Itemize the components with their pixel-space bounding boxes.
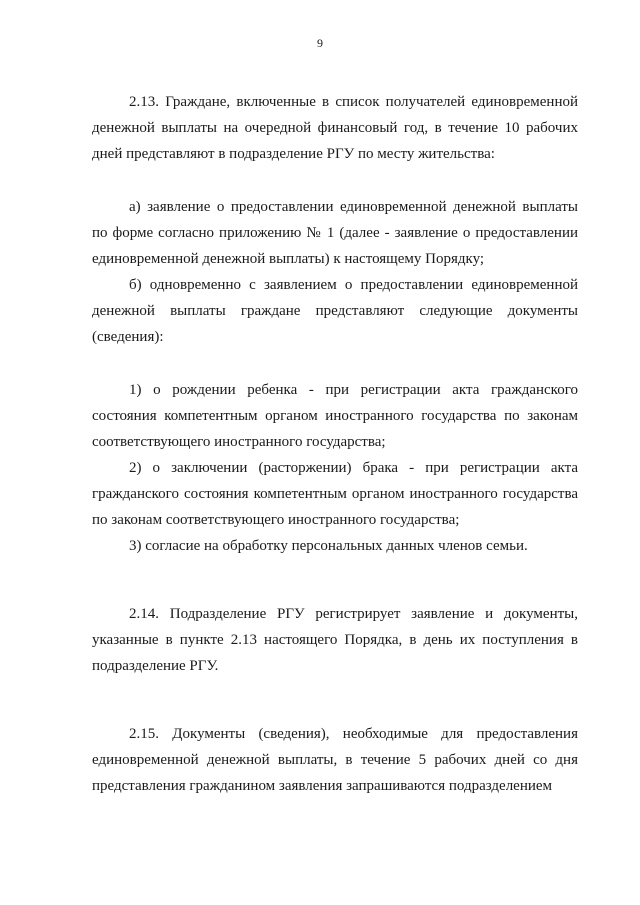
document-body	[92, 89, 578, 799]
paragraph-2-13: 2.13. Граждане, включенные в список получателей единовременной денежной выплаты на очередной финансовый год, в течение 10 рабочих дней представляют в подразделение РГУ по месту жительства:	[92, 94, 578, 162]
paragraph-2-14: 2.14. Подразделение РГУ регистрирует заявление и документы, указанные в пункте 2.13 настоящего Порядка, в день их поступления в подразделение РГУ.	[92, 606, 578, 674]
paragraph-item-a: а) заявление о предоставлении единовременной денежной выплаты по форме согласно приложению № 1 (далее - заявление о предоставлении единовременной денежной выплаты) к настоящему Порядку;	[92, 199, 578, 267]
paragraph-item-b: б) одновременно с заявлением о предоставлении единовременной денежной выплаты граждане представляют следующие документы (сведения):	[92, 277, 578, 345]
paragraph-item-1: 1) о рождении ребенка - при регистрации акта гражданского состояния компетентным органом иностранного государства по законам соответствующего иностранного государства;	[92, 382, 578, 450]
paragraph-item-2: 2) о заключении (расторжении) брака - при регистрации акта гражданского состояния компетентным органом иностранного государства по законам соответствующего иностранного государства;	[92, 460, 578, 528]
paragraph-item-3: 3) согласие на обработку персональных данных членов семьи.	[129, 538, 528, 554]
page-number: 9	[317, 36, 323, 50]
paragraph-2-15: 2.15. Документы (сведения), необходимые для предоставления единовременной денежной выплаты, в течение 5 рабочих дней со дня представления гражданином заявления запрашиваются подразделением	[92, 726, 578, 794]
